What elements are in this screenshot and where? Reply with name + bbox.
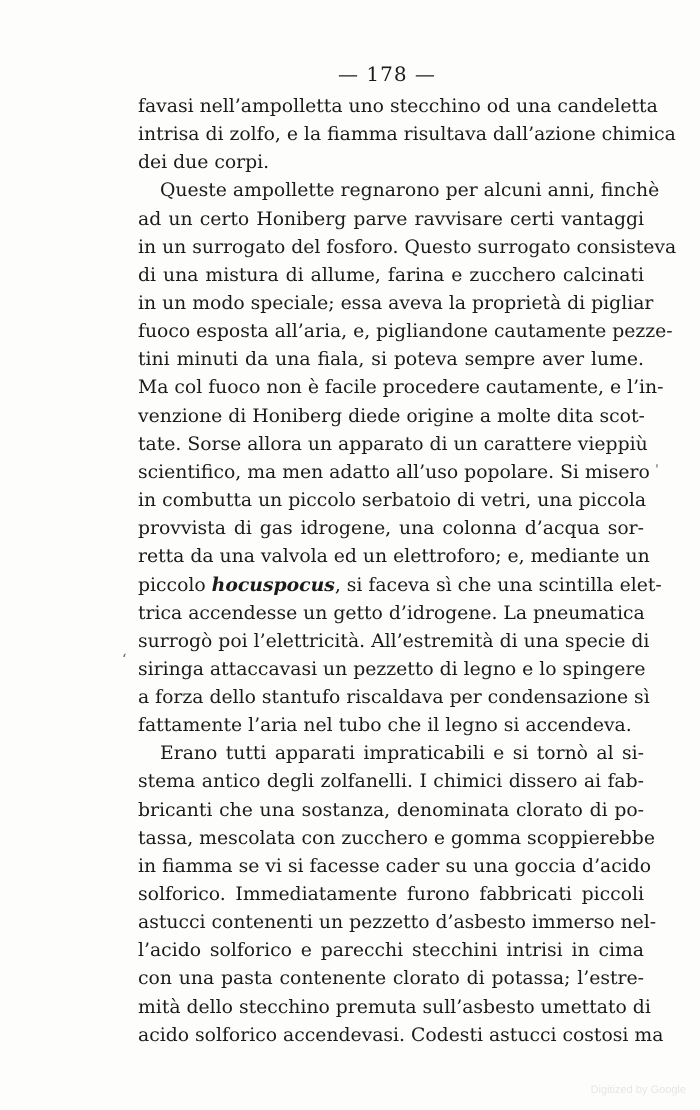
- text-line: acido solforico accendevasi. Codesti astucci costosi ma: [138, 1024, 664, 1046]
- text-line: tini minuti da una fiala, si poteva sempre aver lume.: [138, 349, 644, 371]
- text-line: mità dello stecchino premuta sull’asbesto umettato di: [138, 996, 651, 1018]
- text-line: scientifico, ma men adatto all’uso popolare. Si misero: [138, 461, 650, 483]
- text-line: Ma col fuoco non è facile procedere cautamente, e l’in-: [138, 377, 664, 399]
- text-line: fuoco esposta all’aria, e, pigliandone cautamente pezze-: [138, 321, 673, 343]
- text-line: trica accendesse un getto d’idrogene. La pneumatica: [138, 602, 645, 624]
- text-line: retta da una valvola ed un elettroforo; e, mediante un: [138, 546, 650, 568]
- text-line: dei due corpi.: [138, 152, 270, 174]
- text-line: tate. Sorse allora un apparato di un carattere vieppiù: [138, 433, 648, 455]
- page-number: — 178 —: [338, 62, 436, 86]
- text-line: siringa attaccavasi un pezzetto di legno e lo spingere: [138, 658, 646, 680]
- text-line: bricanti che una sostanza, denominata clorato di po-: [138, 799, 644, 821]
- text-line: con una pasta contenente clorato di potassa; l’estre-: [138, 968, 644, 990]
- text-line: venzione di Honiberg diede origine a molte dita scot-: [138, 405, 645, 427]
- margin-mark-right: ˈ: [655, 463, 659, 479]
- text-line: astucci contenenti un pezzetto d’asbesto immerso nel-: [138, 912, 657, 934]
- margin-mark-left: ʻ: [122, 652, 127, 668]
- text-line: intrisa di zolfo, e la fiamma risultava dall’azione chimica: [138, 124, 676, 146]
- text-line: in un surrogato del fosforo. Questo surrogato consisteva: [138, 236, 677, 258]
- text-line: fattamente l’aria nel tubo che il legno si accendeva.: [138, 715, 632, 737]
- text-line: ad un certo Honiberg parve ravvisare certi vantaggi: [138, 208, 644, 230]
- text-line: in combutta un piccolo serbatoio di vetri, una piccola: [138, 489, 647, 511]
- body-text: [138, 93, 677, 1050]
- text-line: di una mistura di allume, farina e zucchero calcinati: [138, 264, 644, 286]
- text-line: favasi nell’ampolletta uno stecchino od una candeletta: [138, 96, 658, 117]
- text-line: stema antico degli zolfanelli. I chimici dissero ai fab-: [138, 771, 644, 793]
- text-line: piccolo hocuspocus, si faceva sì che una scintilla elet-: [138, 574, 662, 597]
- text-line: l’acido solforico e parecchi stecchini intrisi in cima: [138, 940, 644, 962]
- text-line: Erano tutti apparati impraticabili e si tornò al si-: [160, 743, 644, 765]
- text-line: solforico. Immediatamente furono fabbricati piccoli: [138, 883, 644, 905]
- text-line: in fiamma se vi si facesse cader su una goccia d’acido: [138, 855, 652, 877]
- text-line: surrogò poi l’elettricità. All’estremità di una specie di: [138, 630, 650, 652]
- text-line: tassa, mescolata con zucchero e gomma scoppierebbe: [138, 827, 655, 849]
- google-watermark: Digitized by Google: [590, 1084, 686, 1096]
- text-line: Queste ampollette regnarono per alcuni anni, finchè: [160, 180, 660, 202]
- text-line: in un modo speciale; essa aveva la proprietà di pigliar: [138, 292, 654, 314]
- text-line: provvista di gas idrogene, una colonna d’acqua sor-: [138, 518, 644, 540]
- text-line: a forza dello stantufo riscaldava per condensazione sì: [138, 686, 650, 708]
